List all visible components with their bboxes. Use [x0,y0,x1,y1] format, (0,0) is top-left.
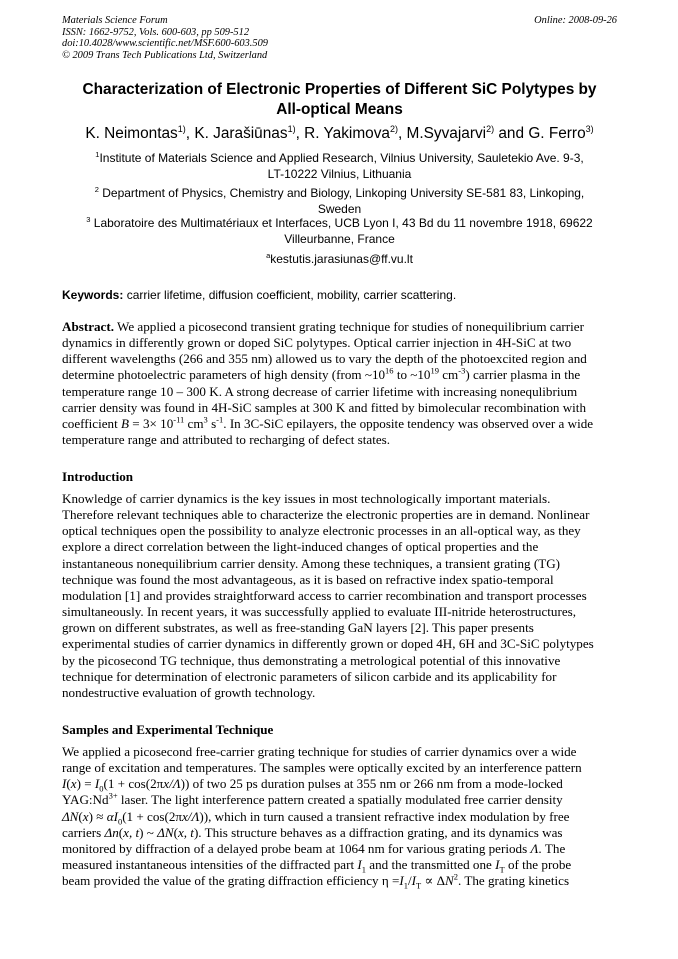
author-separator: and [494,125,529,142]
affiliation-mark: 3 [86,215,91,224]
samples-line: $I(x) = I_0(1 + \cos(2\pi x/\Lambda))$ of two 25 ps duration pulses at 355 nm or 266 nm from a mode-locked [62,776,563,794]
author-affil-mark: 2) [486,123,495,134]
affiliation-line: Laboratoire des Multimatériaux et Interfaces, UCB Lyon I, 43 Bd du 11 novembre 1918, 69622 [90,216,593,230]
intro-line: by the picosecond TG technique, thus demonstrating a metrological potential of this innovative [62,652,561,668]
intro-line: Therefore relevant techniques able to characterize the electronic properties are in demand. Nonlinear [62,507,590,523]
online-date: Online: 2008-09-26 [534,15,617,26]
author-name: M.Syvajarvi [406,125,487,142]
abstract-line: temperature range and attributed to recharging of defect states. [62,432,391,448]
intro-line: modulation [1] and provides straightforward access to carrier recombination and transport processes [62,587,587,603]
intro-line: Knowledge of carrier dynamics is the key issues in most technologically important materials. [62,491,551,506]
paper-title [62,80,617,120]
author-affil-mark: 1) [177,123,186,134]
intro-line: explore a direct correlation between the light-induced changes of optical properties and the [62,539,539,555]
author-list [62,124,617,144]
affiliation-line: Villeurbanne, France [284,231,395,246]
samples-heading: Samples and Experimental Technique [62,722,274,737]
abstract-line: dynamics in differently grown or doped SiC polytypes. Optical carrier injection in 4H-SiC at two [62,335,572,351]
abstract-line: determine photoelectric parameters of high density (from $\sim 10^{16}$ to $\sim 10^{19}$ $cm^{-3}$) carrier plasma in the [62,366,581,383]
intro-line: simultaneously. In recent years, it was successfully applied to evaluate III-nitride heterostructures, [62,604,576,620]
affiliation-mark: 2 [94,185,99,194]
intro-line: nondestructive evaluation of growth technology. [62,684,316,700]
email-address[interactable]: kestutis.jarasiunas@ff.vu.lt [270,252,413,266]
author-name: K. Jarašiūnas [194,125,288,142]
abstract-line: different wavelengths (266 and 355 nm) allowed us to vary the depth of the photoexcited region and [62,351,587,367]
affiliation-line: Institute of Materials Science and Applied Research, Vilnius University, Sauletekio Ave. 9-3, [99,151,584,165]
intro-line: technique for determination of electronic parameters of silicon carbide and its applicability for [62,668,557,684]
title-line-2: All-optical Means [276,101,403,118]
samples-line: carriers Δn(x, t) ~ ΔN(x, t). This structure behaves as a diffraction grating, and its dynamics was [62,824,563,840]
intro-line: technique was found the most advantageous, as it is based on refractive index spatio-temporal [62,571,554,587]
author-name: R. Yakimova [304,125,390,142]
journal-header [62,15,617,61]
samples-line: We applied a picosecond free-carrier grating technique for studies of carrier dynamics over a wide [62,744,577,759]
affiliation-1 [62,151,617,182]
intro-line: instantaneous nonequilibrium carrier density. Among these techniques, a transient grating (TG) [62,555,561,571]
email-mark: a [266,251,271,260]
author-separator: , [295,125,305,142]
samples-line: range of excitation and temperatures. The samples were optically excited by an interference pattern [62,760,582,776]
samples-line: $YAG:Nd^{3+}$ laser. The light interference pattern created a spatially modulated free carrier density [62,791,563,808]
author-separator: , [185,125,195,142]
author-affil-mark: 1) [287,123,296,134]
journal-name: Materials Science Forum [62,15,168,26]
introduction-body [62,491,617,701]
samples-line: measured instantaneous intensities of the diffracted part $I_1$ and the transmitted one $I_T$ of the probe [62,857,572,875]
introduction-heading: Introduction [62,469,134,484]
author-affil-mark: 2) [389,123,398,134]
samples-line: $\Delta N(x) \approx \alpha I_0(1 + \cos(2\pi x/\Lambda))$, which in turn caused a transient refractive index modulation by free [62,808,570,827]
samples-body [62,744,617,889]
keywords [62,288,617,304]
keywords-label: Keywords: [62,288,124,302]
author-name: K. Neimontas [85,125,178,142]
samples-line: monitored by diffraction of a delayed probe beam at 1064 nm for various grating periods Λ. The [62,840,566,856]
issn-line: ISSN: 1662-9752, Vols. 600-603, pp 509-512 [62,26,250,38]
abstract [62,319,617,448]
abstract-label: Abstract. [62,319,114,334]
abstract-line: temperature range 10 – 300 K. A strong decrease of carrier lifetime with increasing nonequlibrium [62,383,578,399]
author-affil-mark: 3) [585,123,594,134]
author-name: G. Ferro [528,125,586,142]
doi-line: doi:10.4028/www.scientific.net/MSF.600-603.509 [62,38,268,50]
keywords-text: carrier lifetime, diffusion coefficient, mobility, carrier scattering. [123,288,457,302]
copyright-line: © 2009 Trans Tech Publications Ltd, Switzerland [62,49,268,61]
intro-line: grown on different substrates, as well as free-standing GaN layers [2]. This paper presents [62,620,534,636]
affiliation-3 [62,216,617,247]
intro-line: experimental studies of carrier dynamics in differently grown or doped 4H, 6H and 3C-SiC polytypes [62,636,594,652]
affiliation-line: LT-10222 Vilnius, Lithuania [267,166,412,181]
title-line-1: Characterization of Electronic Properties of Different SiC Polytypes by [82,81,597,98]
corresponding-email [62,252,617,268]
abstract-text: We applied a picosecond transient grating technique for studies of nonequilibrium carrier [114,319,584,334]
author-separator: , [397,125,407,142]
samples-line: beam provided the value of the grating diffraction efficiency $\eta =I_1/I_T \propto \Delta N^2$. The grating kinetics [62,871,570,891]
affiliation-line: Sweden [317,201,362,216]
intro-line: optical techniques open the possibility to analyze electronic processes in an all-optical way, as they [62,523,581,539]
affiliation-mark: 1 [95,150,100,159]
abstract-line: carrier density was found in 4H-SiC samples at 300 K and fitted by bimolecular recombination with [62,399,586,415]
affiliation-2 [62,186,617,217]
affiliation-line: Department of Physics, Chemistry and Biology, Linkoping University SE-581 83, Linkoping, [98,186,585,200]
abstract-line: coefficient $B = 3\times 10^{-11}$ $cm^3$ $s^{-1}$. In 3C-SiC epilayers, the opposite tendency was observed over a wide [62,414,594,431]
